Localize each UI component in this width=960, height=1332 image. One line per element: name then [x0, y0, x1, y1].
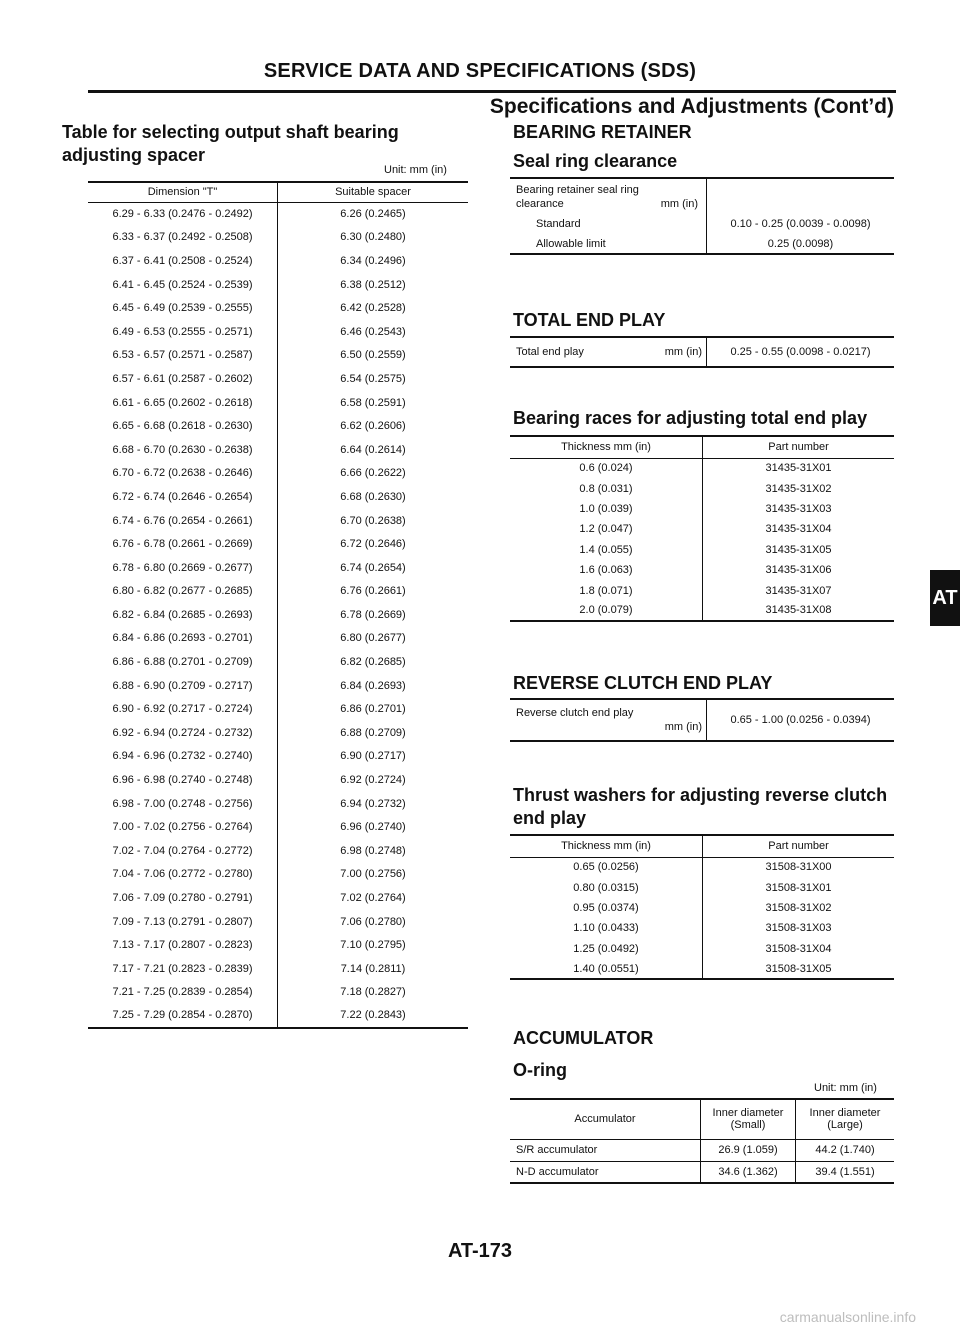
spacer-table-body — [88, 202, 468, 1028]
reverse-clutch-table: Reverse clutch end play mm (in) 0.65 - 1.00 (0.0256 - 0.0394) — [510, 698, 894, 742]
table-cell-value: 6.58 (0.2591) — [340, 396, 406, 409]
thrust-washers-title: Thrust washers for adjusting reverse clutch end play — [513, 785, 888, 828]
table-cell-key: 1.0 (0.039) — [510, 499, 703, 519]
table-row — [510, 519, 894, 539]
table-cell-key: 6.70 - 6.72 (0.2638 - 0.2646) — [88, 462, 278, 486]
table-row — [88, 1004, 468, 1028]
seal-ring-table-wrap — [510, 177, 894, 255]
table-row — [510, 877, 894, 897]
table-cell-key: 0.65 (0.0256) — [510, 857, 703, 877]
table-cell-value: 31508-31X03 — [765, 922, 832, 935]
table-row — [88, 391, 468, 415]
table-cell-value: 6.68 (0.2630) — [340, 490, 406, 503]
thrust-washers-body — [510, 857, 894, 979]
table-row — [510, 478, 894, 498]
table-cell-key: 6.37 - 6.41 (0.2508 - 0.2524) — [88, 249, 278, 273]
bearing-races-table-wrap — [510, 435, 894, 622]
spacer-col-spacer: Suitable spacer — [335, 186, 411, 199]
accumulator-title: ACCUMULATOR — [513, 1028, 654, 1048]
table-row — [88, 650, 468, 674]
table-cell-value: 6.54 (0.2575) — [340, 372, 406, 385]
table-cell-value: 6.80 (0.2677) — [340, 632, 406, 645]
table-cell-key: 6.86 - 6.88 (0.2701 - 0.2709) — [88, 650, 278, 674]
page-header-subtitle: Specifications and Adjustments (Cont’d) — [489, 95, 894, 118]
table-cell-value: 31435-31X04 — [765, 523, 832, 536]
reverse-clutch-table-wrap — [510, 698, 894, 742]
table-cell-key: 1.6 (0.063) — [510, 560, 703, 580]
table-row — [88, 344, 468, 368]
seal-ring-table: Bearing retainer seal ring clearance mm (in) Standard 0.10 - 0.25 (0.0039 - 0.0098) Allowable limit 0.25 (0.0098) — [510, 177, 894, 255]
table-row — [88, 556, 468, 580]
total-end-play-title: TOTAL END PLAY — [513, 310, 666, 330]
table-cell-key: 6.98 - 7.00 (0.2748 - 0.2756) — [88, 792, 278, 816]
oring-title: O-ring — [513, 1060, 567, 1080]
seal-standard-label: Standard — [510, 214, 707, 234]
table-cell-value: 31435-31X01 — [765, 462, 832, 475]
table-row — [88, 957, 468, 981]
seal-standard-value: 0.10 - 0.25 (0.0039 - 0.0098) — [730, 218, 871, 230]
table-cell-value: 6.84 (0.2693) — [340, 679, 406, 692]
table-row — [88, 768, 468, 792]
table-cell-key: 1.40 (0.0551) — [510, 959, 703, 979]
table-row — [510, 560, 894, 580]
table-cell-value: 6.88 (0.2709) — [340, 726, 406, 739]
reverse-clutch-title: REVERSE CLUTCH END PLAY — [513, 673, 773, 693]
table-cell-key: 7.00 - 7.02 (0.2756 - 0.2764) — [88, 815, 278, 839]
accumulator-table-wrap — [510, 1098, 894, 1184]
table-cell-key: 6.33 - 6.37 (0.2492 - 0.2508) — [88, 226, 278, 250]
table-row — [88, 320, 468, 344]
table-cell-value: 31435-31X05 — [765, 543, 832, 556]
table-cell-key: 6.96 - 6.98 (0.2740 - 0.2748) — [88, 768, 278, 792]
table-cell-key: 6.65 - 6.68 (0.2618 - 0.2630) — [88, 414, 278, 438]
table-row — [510, 959, 894, 979]
table-cell-key: 7.21 - 7.25 (0.2839 - 0.2854) — [88, 981, 278, 1005]
thrust-washers-table: Thickness mm (in) Part number 0.65 (0.0256) 31508-31X00 0.80 (0.0315) 31508-31X01 0.95 (0.0374) 31508-31X02 1.10 (0.0433) 31508-31X03 1.25 (0.0492) 31508-31X04 1.40 (0.0551) 31508-31X05 — [510, 834, 894, 980]
table-row — [510, 458, 894, 478]
table-cell-key: 6.57 - 6.61 (0.2587 - 0.2602) — [88, 367, 278, 391]
table-row — [88, 981, 468, 1005]
accumulator-row-label: N-D accumulator — [510, 1161, 701, 1183]
seal-ring-title: Seal ring clearance — [513, 151, 678, 171]
table-cell-key: 6.80 - 6.82 (0.2677 - 0.2685) — [88, 580, 278, 604]
total-end-play-table: Total end play mm (in) 0.25 - 0.55 (0.0098 - 0.0217) — [510, 336, 894, 368]
table-cell-value: 6.70 (0.2638) — [340, 514, 406, 527]
table-cell-key: 6.78 - 6.80 (0.2669 - 0.2677) — [88, 556, 278, 580]
table-cell-value: 31508-31X00 — [765, 861, 832, 874]
table-cell-value: 6.66 (0.2622) — [340, 467, 406, 480]
table-row — [88, 509, 468, 533]
reverse-clutch-label: Reverse clutch end play — [516, 707, 634, 719]
table-cell-key: 7.09 - 7.13 (0.2791 - 0.2807) — [88, 910, 278, 934]
table-cell-value: 7.22 (0.2843) — [340, 1009, 406, 1022]
table-cell-value: 31508-31X04 — [765, 942, 832, 955]
table-cell-value: 31435-31X02 — [765, 482, 832, 495]
spacer-table-wrap — [88, 181, 468, 1029]
table-row — [510, 601, 894, 621]
accumulator-table: Accumulator Inner diameter (Small) Inner diameter (Large) S/R accumulator 26.9 (1.059) 44.2 (1.740) N-D accumulator 34.6 (1.362) 39.4 (1.551) — [510, 1098, 894, 1184]
table-row — [510, 918, 894, 938]
table-row — [88, 438, 468, 462]
table-row — [88, 815, 468, 839]
bearing-races-title: Bearing races for adjusting total end play — [513, 408, 868, 428]
table-row — [88, 839, 468, 863]
table-cell-value: 6.30 (0.2480) — [340, 231, 406, 244]
page-number: AT-173 — [447, 1240, 513, 1262]
table-row — [88, 910, 468, 934]
table-cell-key: 7.25 - 7.29 (0.2854 - 0.2870) — [88, 1004, 278, 1028]
table-row — [510, 580, 894, 600]
table-cell-value: 31435-31X03 — [765, 502, 832, 515]
table-cell-value: 6.38 (0.2512) — [340, 278, 406, 291]
table-row — [88, 603, 468, 627]
table-cell-value: 6.94 (0.2732) — [340, 797, 406, 810]
table-cell-value: 6.82 (0.2685) — [340, 656, 406, 669]
table-cell-value: 6.74 (0.2654) — [340, 561, 406, 574]
table-cell-key: 6.90 - 6.92 (0.2717 - 0.2724) — [88, 697, 278, 721]
table-cell-value: 6.26 (0.2465) — [340, 208, 406, 221]
table-cell-value: 31435-31X08 — [765, 604, 832, 617]
table-cell-value: 6.72 (0.2646) — [340, 538, 406, 551]
table-cell-key: 6.45 - 6.49 (0.2539 - 0.2555) — [88, 296, 278, 320]
table-row — [88, 697, 468, 721]
table-cell-value: 7.18 (0.2827) — [340, 986, 406, 999]
table-cell-key: 6.49 - 6.53 (0.2555 - 0.2571) — [88, 320, 278, 344]
table-cell-value: 7.14 (0.2811) — [340, 962, 406, 975]
watermark: carmanualsonline.info — [779, 1309, 916, 1325]
table-row — [510, 857, 894, 877]
table-cell-value: 6.98 (0.2748) — [340, 844, 406, 857]
spacer-table — [88, 181, 468, 1029]
table-cell-key: 6.88 - 6.90 (0.2709 - 0.2717) — [88, 674, 278, 698]
table-cell-value: 6.34 (0.2496) — [340, 254, 406, 267]
table-row — [88, 226, 468, 250]
thrust-washers-table-wrap — [510, 834, 894, 980]
table-cell-key: 0.95 (0.0374) — [510, 898, 703, 918]
table-cell-key: 6.41 - 6.45 (0.2524 - 0.2539) — [88, 273, 278, 297]
table-cell-key: 7.06 - 7.09 (0.2780 - 0.2791) — [88, 886, 278, 910]
table-cell-key: 0.6 (0.024) — [510, 458, 703, 478]
table-cell-key: 6.29 - 6.33 (0.2476 - 0.2492) — [88, 202, 278, 226]
table-cell-key: 6.53 - 6.57 (0.2571 - 0.2587) — [88, 344, 278, 368]
table-cell-value: 6.42 (0.2528) — [340, 302, 406, 315]
table-cell-value: 6.46 (0.2543) — [340, 325, 406, 338]
table-cell-key: 1.10 (0.0433) — [510, 918, 703, 938]
table-cell-key: 6.82 - 6.84 (0.2685 - 0.2693) — [88, 603, 278, 627]
table-cell-value: 31508-31X05 — [765, 962, 832, 975]
table-cell-value: 6.62 (0.2606) — [340, 420, 406, 433]
table-cell-key: 0.8 (0.031) — [510, 478, 703, 498]
table-row — [88, 202, 468, 226]
table-row — [88, 462, 468, 486]
table-cell-key: 7.04 - 7.06 (0.2772 - 0.2780) — [88, 863, 278, 887]
page-header-title: SERVICE DATA AND SPECIFICATIONS (SDS) — [263, 60, 697, 82]
table-row — [88, 249, 468, 273]
reverse-clutch-value: 0.65 - 1.00 (0.0256 - 0.0394) — [730, 714, 871, 726]
header-rule — [88, 90, 896, 93]
table-cell-key: 2.0 (0.079) — [510, 601, 703, 621]
table-cell-value: 6.50 (0.2559) — [340, 349, 406, 362]
total-end-play-label: Total end play — [516, 346, 584, 358]
table-cell-value: 6.96 (0.2740) — [340, 821, 406, 834]
total-end-play-table-wrap — [510, 336, 894, 368]
table-cell-key: 6.84 - 6.86 (0.2693 - 0.2701) — [88, 627, 278, 651]
table-cell-key: 7.13 - 7.17 (0.2807 - 0.2823) — [88, 933, 278, 957]
table-row — [88, 933, 468, 957]
table-cell-value: 31508-31X02 — [765, 901, 832, 914]
table-row — [88, 886, 468, 910]
table-cell-value: 7.06 (0.2780) — [340, 915, 406, 928]
table-cell-key: 6.74 - 6.76 (0.2654 - 0.2661) — [88, 509, 278, 533]
table-cell-key: 7.02 - 7.04 (0.2764 - 0.2772) — [88, 839, 278, 863]
accumulator-row-label: S/R accumulator — [510, 1139, 701, 1161]
spacer-col-dimension: Dimension "T" — [88, 182, 278, 202]
table-cell-key: 1.8 (0.071) — [510, 580, 703, 600]
table-cell-value: 31435-31X06 — [765, 564, 832, 577]
bearing-races-table: Thickness mm (in) Part number 0.6 (0.024) 31435-31X01 0.8 (0.031) 31435-31X02 1.0 (0.039) 31435-31X03 1.2 (0.047) 31435-31X04 1.4 (0.055) 31435-31X05 1.6 (0.063) 31435-31X06 1.8 (0.071) 31435-31X07 2.0 (0.079) 31435-31X08 — [510, 435, 894, 622]
table-cell-value: 6.64 (0.2614) — [340, 443, 406, 456]
table-cell-value: 7.02 (0.2764) — [340, 892, 406, 905]
table-row — [510, 540, 894, 560]
table-row — [88, 273, 468, 297]
table-cell-key: 6.61 - 6.65 (0.2602 - 0.2618) — [88, 391, 278, 415]
table-row — [510, 898, 894, 918]
spacer-section-title: Table for selecting output shaft bearing adjusting spacer — [62, 122, 399, 165]
table-row — [88, 627, 468, 651]
table-cell-value: 7.00 (0.2756) — [340, 868, 406, 881]
total-end-play-value: 0.25 - 0.55 (0.0098 - 0.0217) — [730, 346, 871, 358]
bearing-races-body — [510, 458, 894, 621]
table-cell-key: 1.25 (0.0492) — [510, 939, 703, 959]
table-cell-key: 7.17 - 7.21 (0.2823 - 0.2839) — [88, 957, 278, 981]
table-cell-key: 6.76 - 6.78 (0.2661 - 0.2669) — [88, 532, 278, 556]
table-row — [510, 499, 894, 519]
spacer-unit: Unit: mm (in) — [384, 164, 447, 176]
table-row — [88, 532, 468, 556]
table-cell-value: 6.90 (0.2717) — [340, 750, 406, 763]
table-cell-key: 6.68 - 6.70 (0.2630 - 0.2638) — [88, 438, 278, 462]
table-row — [510, 939, 894, 959]
seal-limit-value: 0.25 (0.0098) — [767, 237, 834, 250]
table-row — [88, 721, 468, 745]
table-row — [88, 367, 468, 391]
table-row — [88, 674, 468, 698]
section-tab-at: AT — [930, 570, 960, 626]
table-cell-key: 6.72 - 6.74 (0.2646 - 0.2654) — [88, 485, 278, 509]
table-cell-value: 31508-31X01 — [765, 881, 832, 894]
seal-limit-label: Allowable limit — [510, 234, 707, 254]
table-cell-value: 6.86 (0.2701) — [340, 703, 406, 716]
table-cell-value: 6.78 (0.2669) — [340, 608, 406, 621]
accumulator-unit: Unit: mm (in) — [814, 1082, 877, 1094]
table-cell-value: 6.92 (0.2724) — [340, 774, 406, 787]
table-row — [88, 863, 468, 887]
table-row — [88, 296, 468, 320]
table-cell-key: 6.92 - 6.94 (0.2724 - 0.2732) — [88, 721, 278, 745]
table-cell-key: 0.80 (0.0315) — [510, 877, 703, 897]
table-cell-key: 6.94 - 6.96 (0.2732 - 0.2740) — [88, 745, 278, 769]
table-row — [88, 792, 468, 816]
table-cell-value: 31435-31X07 — [765, 584, 832, 597]
table-row — [88, 580, 468, 604]
table-cell-value: 7.10 (0.2795) — [340, 939, 406, 952]
bearing-retainer-title: BEARING RETAINER — [513, 122, 692, 142]
table-cell-key: 1.4 (0.055) — [510, 540, 703, 560]
table-cell-key: 1.2 (0.047) — [510, 519, 703, 539]
table-row — [88, 745, 468, 769]
table-row — [88, 485, 468, 509]
table-cell-value: 6.76 (0.2661) — [340, 585, 406, 598]
table-row — [88, 414, 468, 438]
